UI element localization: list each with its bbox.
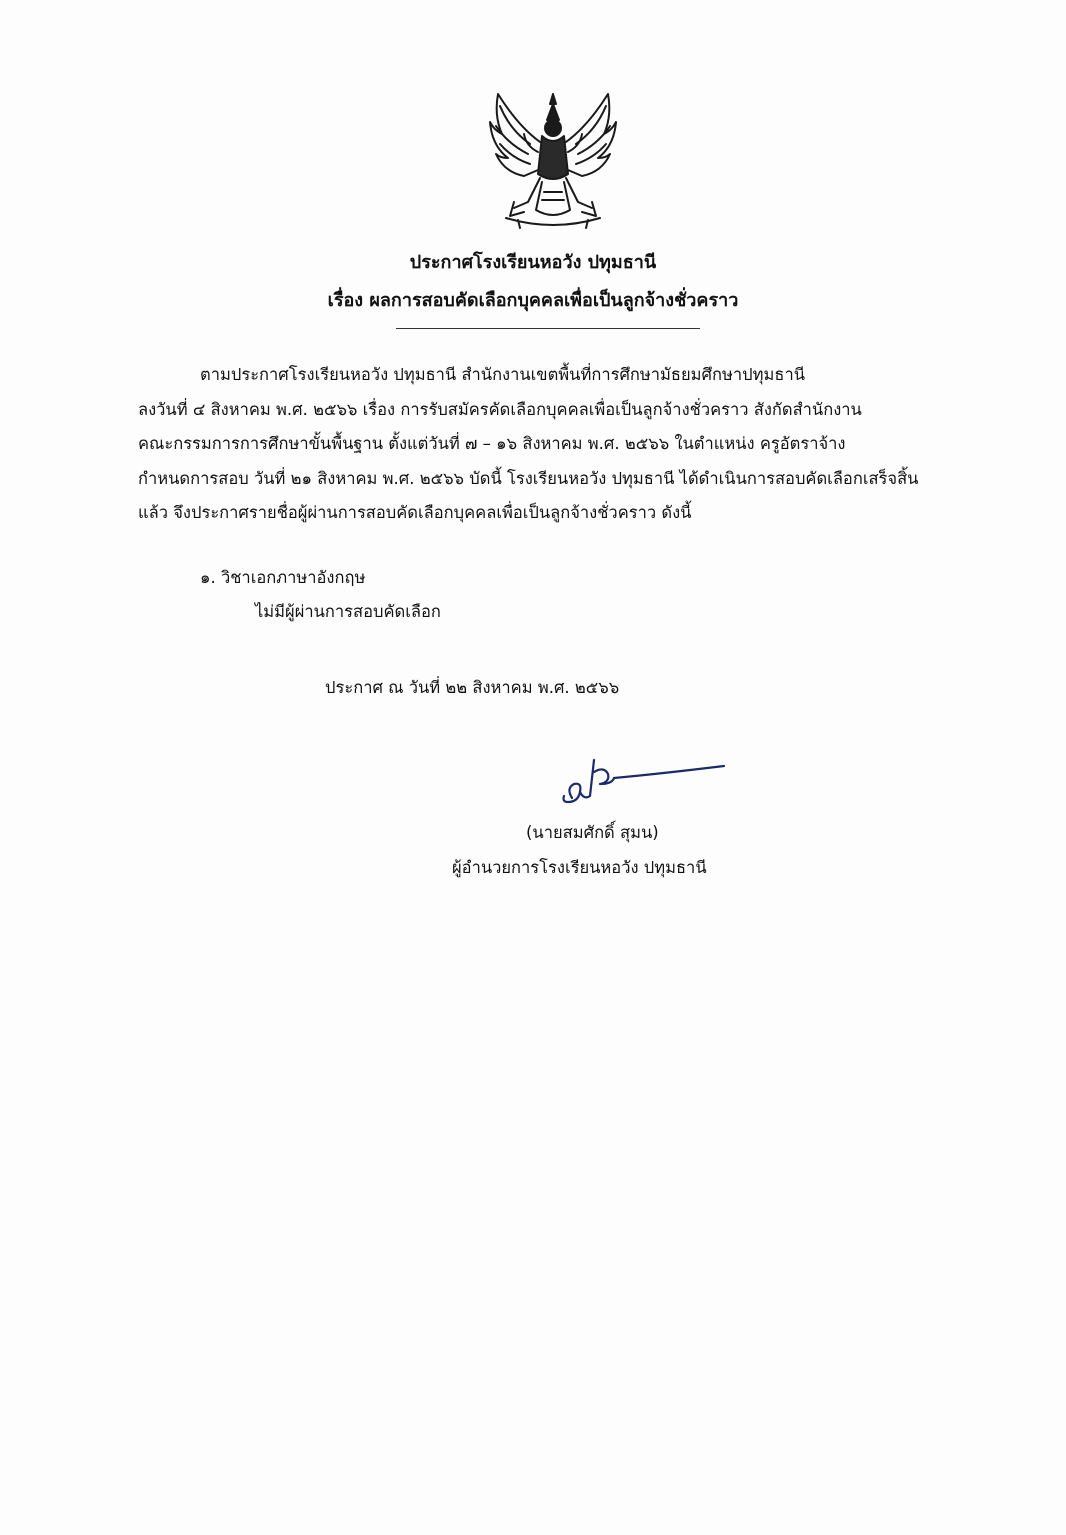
body-line: ตามประกาศโรงเรียนหอวัง ปทุมธานี สำนักงานเขตพื้นที่การศึกษามัธยมศึกษาปทุมธานี <box>200 365 805 384</box>
body-line: ลงวันที่ ๔ สิงหาคม พ.ศ. ๒๕๖๖ เรื่อง การรับสมัครคัดเลือกบุคคลเพื่อเป็นลูกจ้างชั่วคราว สังกัดสำนักงาน <box>138 399 862 419</box>
subject-result: ไม่มีผู้ผ่านการสอบคัดเลือก <box>255 602 441 621</box>
announcement-title <box>0 244 1066 320</box>
body-paragraph <box>138 358 958 531</box>
title-line-2: เรื่อง ผลการสอบคัดเลือกบุคคลเพื่อเป็นลูกจ้างชั่วคราว <box>327 290 739 311</box>
garuda-emblem-icon <box>484 86 622 236</box>
signer-name: (นายสมศักดิ์ สุมน) <box>526 823 659 842</box>
body-line: แล้ว จึงประกาศรายชื่อผู้ผ่านการสอบคัดเลือกบุคคลเพื่อเป็นลูกจ้างชั่วคราว ดังนี้ <box>138 503 692 522</box>
subject-heading: ๑. วิชาเอกภาษาอังกฤษ <box>200 568 366 587</box>
title-line-1: ประกาศโรงเรียนหอวัง ปทุมธานี <box>409 252 657 273</box>
announcement-date: ประกาศ ณ วันที่ ๒๒ สิงหาคม พ.ศ. ๒๕๖๖ <box>325 678 620 697</box>
body-line: กำหนดการสอบ วันที่ ๒๑ สิงหาคม พ.ศ. ๒๕๖๖ บัดนี้ โรงเรียนหอวัง ปทุมธานี ได้ดำเนินการสอบคัดเลือกเสร็จสิ้น <box>138 468 919 488</box>
body-line: คณะกรรมการการศึกษาขั้นพื้นฐาน ตั้งแต่วันที่ ๗ – ๑๖ สิงหาคม พ.ศ. ๒๕๖๖ ในตำแหน่ง ครูอัตราจ้าง <box>138 434 846 453</box>
handwritten-signature <box>558 752 728 812</box>
title-divider <box>396 328 700 329</box>
signer-title: ผู้อำนวยการโรงเรียนหอวัง ปทุมธานี <box>452 858 707 877</box>
